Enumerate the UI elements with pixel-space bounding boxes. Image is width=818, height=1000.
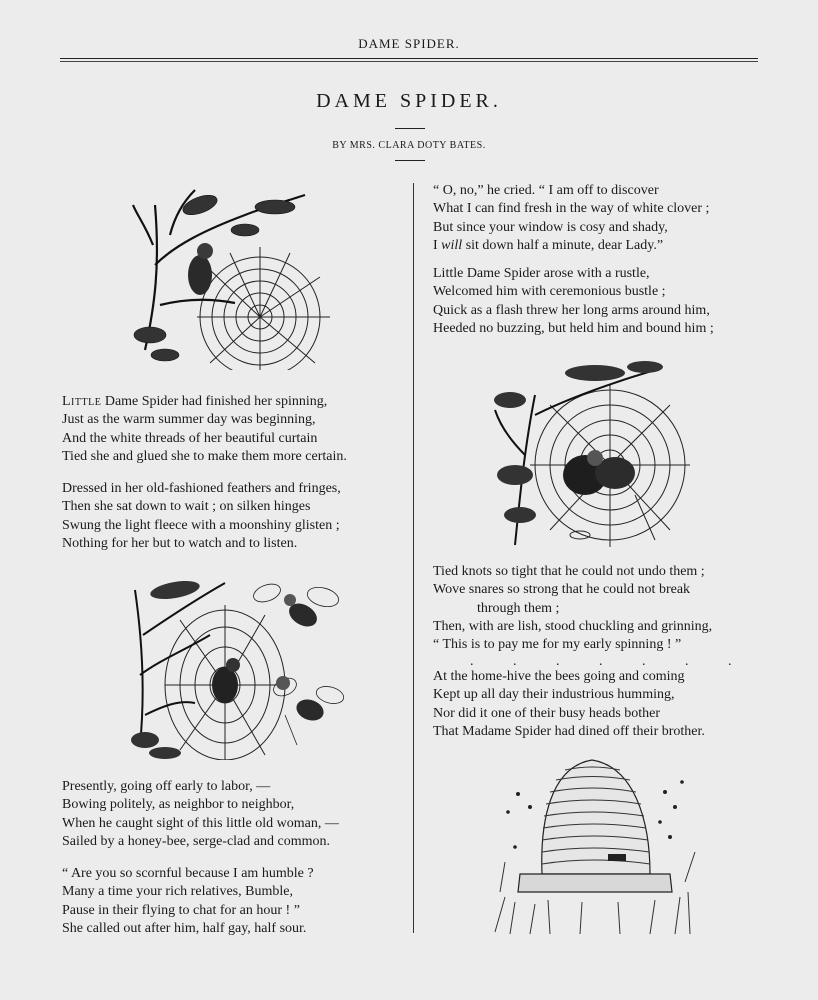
verse-line-continuation: through them ; — [477, 600, 560, 616]
verse-line: “ Are you so scornful because I am humble ? — [62, 866, 314, 881]
spider-bee-web-drawing — [485, 355, 700, 550]
header-rule — [60, 58, 758, 62]
verse-line — [62, 393, 347, 411]
verse-line: But since your window is cosy and shady, — [433, 219, 668, 235]
verse-line: Kept up all day their industrious humming, — [433, 687, 675, 703]
verse-line: Presently, going off early to labor, — — [62, 779, 271, 794]
verse-line: She called out after him, half gay, half sour. — [62, 920, 307, 936]
left-stanza-3 — [62, 778, 339, 851]
byline: BY MRS. CLARA DOTY BATES. — [332, 140, 486, 151]
verse-line: Nothing for her but to watch and to listen. — [62, 535, 298, 551]
verse-line: Quick as a flash threw her long arms around him, — [433, 302, 710, 318]
spider-bees-drawing — [125, 575, 350, 760]
verse-line: What I can find fresh in the way of white clover ; — [433, 201, 710, 217]
verse-line: Pause in their flying to chat for an hour ! ” — [62, 902, 300, 918]
emphasis-word: will — [441, 237, 463, 253]
verse-line: Swung the light fleece with a moonshiny glisten ; — [62, 517, 340, 533]
verse-line: “ O, no,” he cried. “ I am off to discover — [433, 183, 659, 198]
poem-title: DAME SPIDER. — [316, 90, 502, 112]
beehive-drawing — [490, 752, 700, 937]
verse-line: Tied she and glued she to make them more certain. — [62, 448, 347, 464]
verse-line: “ This is to pay me for my early spinning ! ” — [433, 637, 682, 653]
verse-line: Then, with are lish, stood chuckling and grinning, — [433, 618, 713, 634]
title-rule — [395, 128, 425, 129]
drop-word: Little — [62, 394, 102, 409]
verse-line: When he caught sight of this little old woman, — — [62, 815, 339, 831]
verse-text: I — [433, 237, 442, 253]
verse-text: sit down half a minute, dear Lady.” — [462, 237, 664, 253]
verse-line: Many a time your rich relatives, Bumble, — [62, 884, 293, 900]
verse-line: Just as the warm summer day was beginning, — [62, 412, 316, 428]
right-stanza-3 — [433, 563, 712, 654]
verse-line: Dressed in her old-fashioned feathers and fringes, — [62, 481, 341, 496]
column-divider — [413, 183, 414, 933]
verse-line: Sailed by a honey-bee, serge-clad and common. — [62, 833, 330, 849]
spider-tree-drawing — [125, 185, 335, 370]
verse-line: And the white threads of her beautiful curtain — [62, 430, 318, 446]
right-stanza-4 — [433, 668, 705, 741]
spider-and-bees-illustration — [125, 575, 350, 760]
verse-line: Nor did it one of their busy heads bother — [433, 705, 661, 721]
left-stanza-2 — [62, 480, 341, 553]
left-stanza-1 — [62, 393, 347, 466]
right-stanza-1 — [433, 182, 709, 255]
verse-line-rest: Dame Spider had finished her spinning, — [101, 394, 328, 409]
verse-line: That Madame Spider had dined off their brother. — [433, 723, 705, 739]
section-ellipsis: . . . . . . . — [470, 654, 732, 669]
verse-line: Bowing politely, as neighbor to neighbor, — [62, 797, 295, 813]
verse-line: Welcomed him with ceremonious bustle ; — [433, 284, 666, 300]
left-stanza-4 — [62, 865, 314, 938]
verse-line: Little Dame Spider arose with a rustle, — [433, 266, 650, 281]
verse-line — [433, 237, 709, 255]
beehive-illustration — [490, 752, 700, 937]
verse-line: Then she sat down to wait ; on silken hinges — [62, 499, 311, 515]
byline-rule — [395, 160, 425, 161]
spider-binding-bee-illustration — [485, 355, 700, 550]
verse-line: Heeded no buzzing, but held him and bound him ; — [433, 320, 714, 336]
right-stanza-2 — [433, 265, 714, 338]
verse-line: Tied knots so tight that he could not undo them ; — [433, 564, 705, 579]
verse-line: At the home-hive the bees going and coming — [433, 669, 685, 684]
spider-in-tree-illustration — [125, 185, 335, 370]
running-head: DAME SPIDER. — [358, 36, 460, 51]
verse-line: Wove snares so strong that he could not break — [433, 582, 691, 598]
